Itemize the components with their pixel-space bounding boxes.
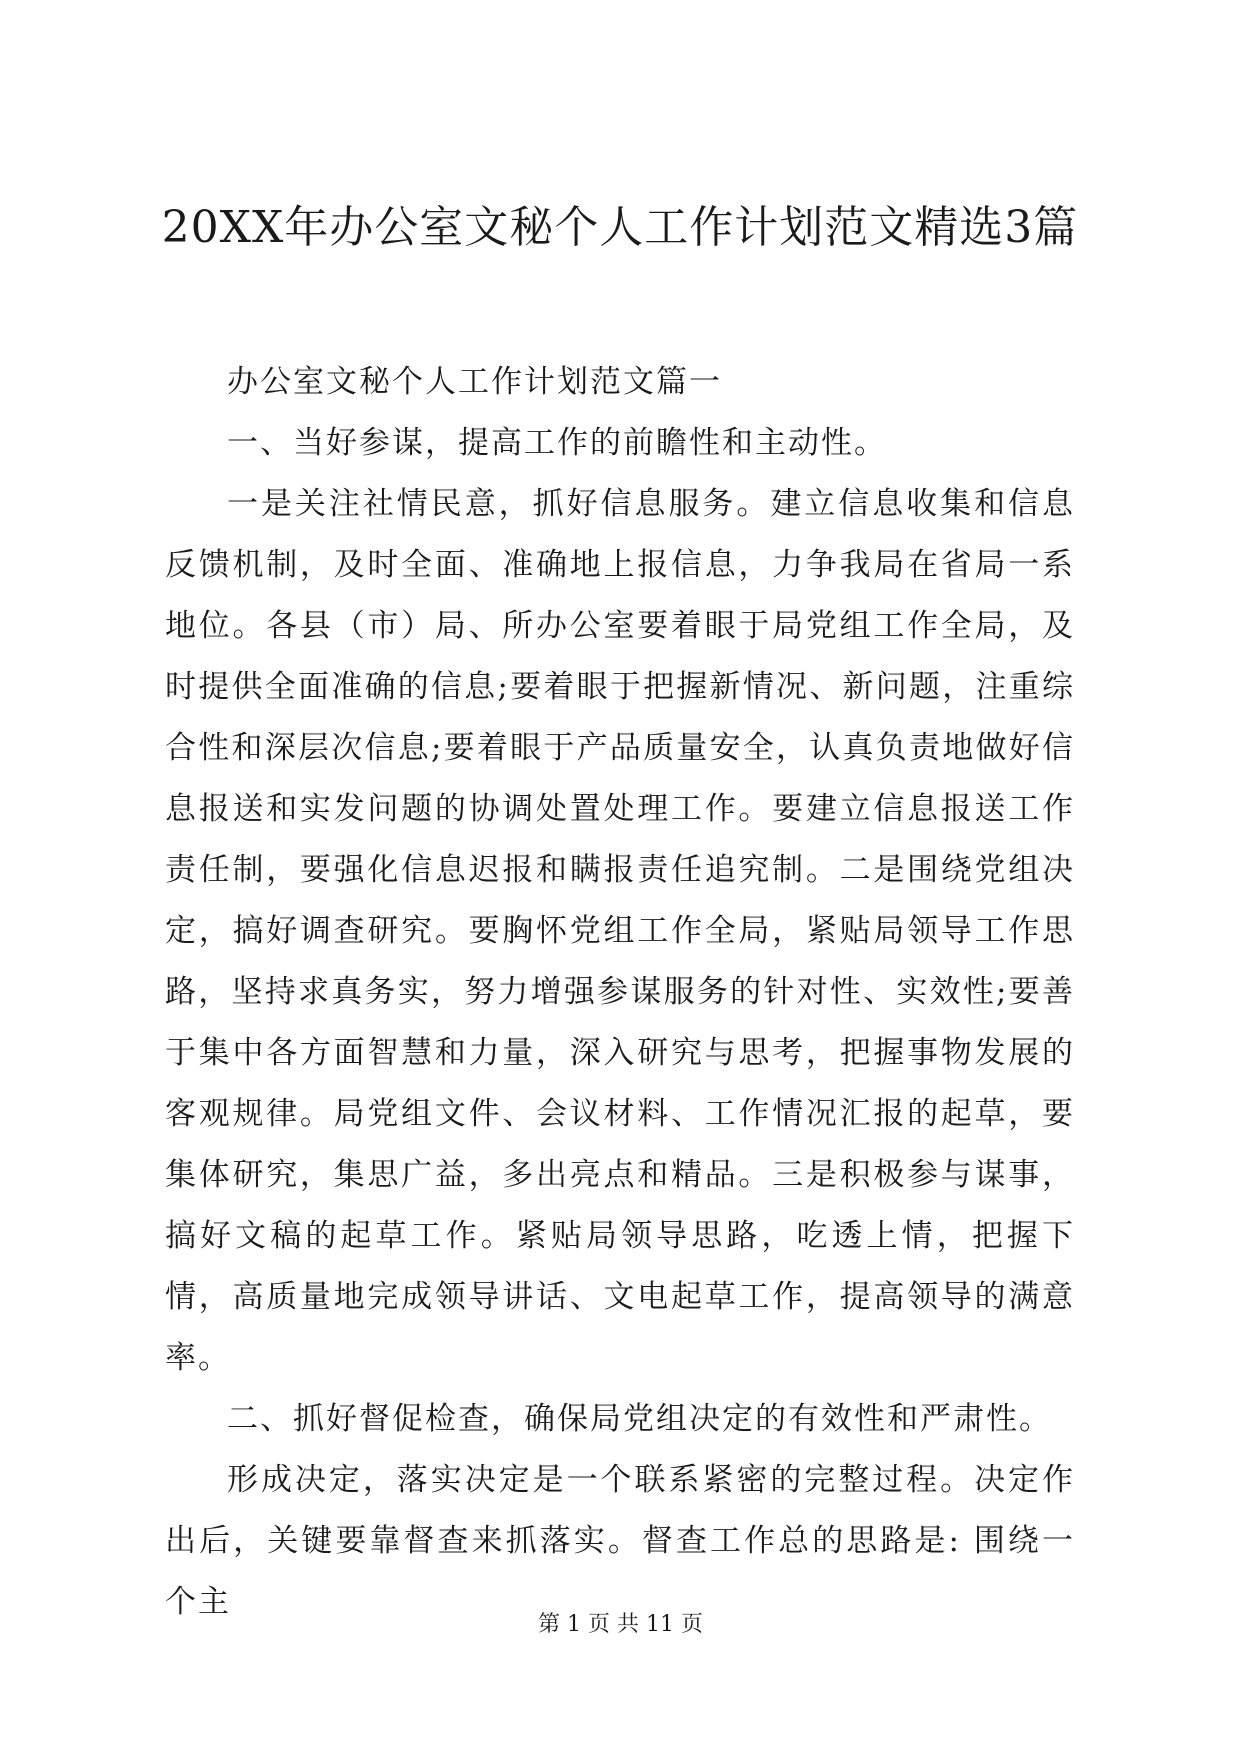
section-heading-point-two: 二、抓好督促检查，确保局党组决定的有效性和严肃性。 [227,1401,1052,1437]
document-title: 20XX年办公室文秘个人工作计划范文精选3篇 [161,202,1079,253]
body-paragraph: 形成决定，落实决定是一个联系紧密的完整过程。决定作出后，关键要靠督查来抓落实。督查工作总的思路是: 围绕一个主 [165,1462,1075,1620]
section-heading-point-one: 一、当好参谋，提高工作的前瞻性和主动性。 [227,425,887,461]
document-body [165,352,1075,1633]
page-footer: 第 1 页 共 11 页 [538,1612,703,1637]
body-paragraph: 一是关注社情民意，抓好信息服务。建立信息收集和信息反馈机制，及时全面、准确地上报信息，力争我局在省局一系地位。各县（市）局、所办公室要着眼于局党组工作全局，及时提供全面准确的信息;要着眼于把握新情况、新问题，注重综合性和深层次信息;要着眼于产品质量安全，认真负责地做好信息报送和实发问题的协调处置处理工作。要建立信息报送工作责任制，要强化信息迟报和瞒报责任追究制。二是围绕党组决定，搞好调查研究。要胸怀党组工作全局，紧贴局领导工作思路，坚持求真务实，努力增强参谋服务的针对性、实效性;要善于集中各方面智慧和力量，深入研究与思考，把握事物发展的客观规律。局党组文件、会议材料、工作情况汇报的起草，要集体研究，集思广益，多出亮点和精品。三是积极参与谋事，搞好文稿的起草工作。紧贴局领导思路，吃透上情，把握下情，高质量地完成领导讲话、文电起草工作，提高领导的满意率。 [165,486,1075,1376]
section-heading-article-one: 办公室文秘个人工作计划范文篇一 [227,364,722,400]
